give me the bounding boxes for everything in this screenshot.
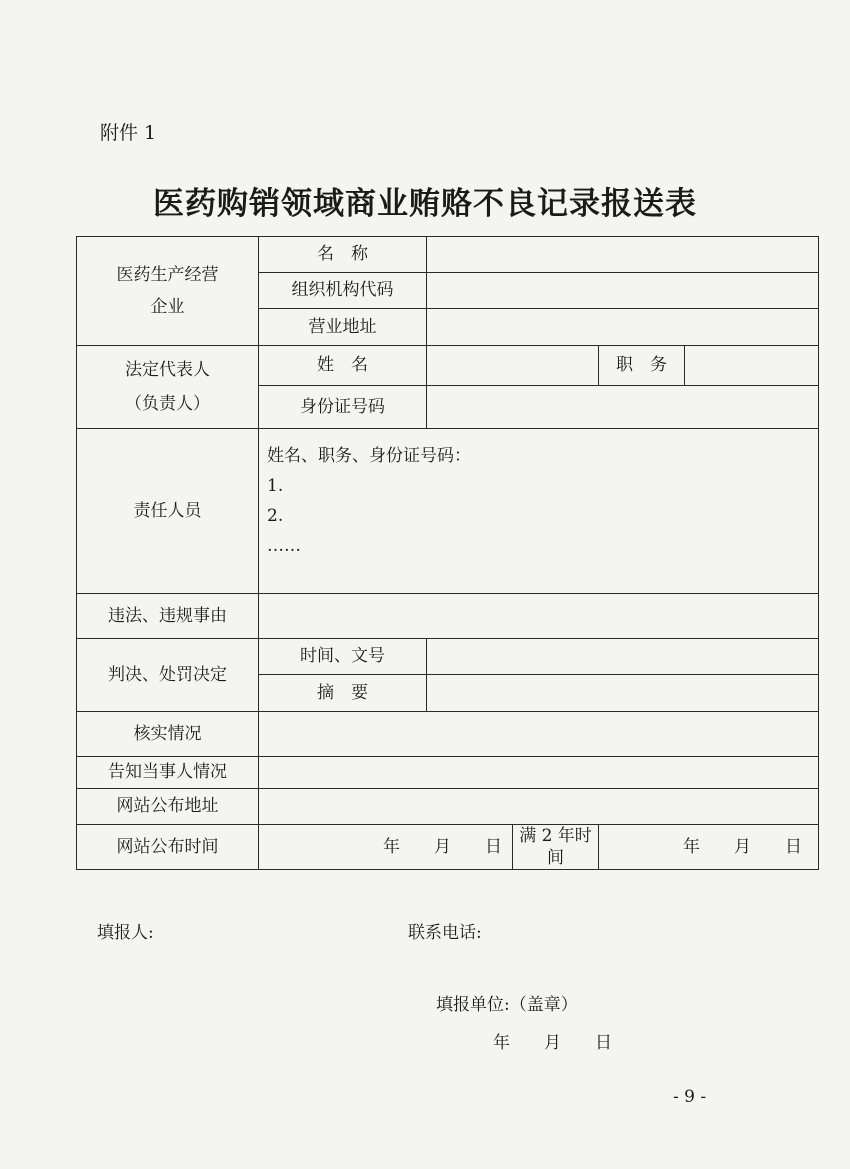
- name-value-cell[interactable]: [427, 237, 819, 273]
- position-label: 职 务: [599, 346, 685, 386]
- enterprise-label-cell: [77, 237, 259, 346]
- id-number-label: 身份证号码: [259, 386, 427, 429]
- publish-date-cell[interactable]: 年 月 日: [259, 825, 513, 870]
- name-label: 名 称: [259, 237, 427, 273]
- org-code-label: 组织机构代码: [259, 273, 427, 309]
- id-number-value-cell[interactable]: [427, 386, 819, 429]
- expire-date-cell[interactable]: 年 月 日: [599, 825, 819, 870]
- address-label: 营业地址: [259, 309, 427, 346]
- sign-date-label: 年 月 日: [493, 1033, 612, 1053]
- responsible-line-1: 1.: [267, 476, 284, 496]
- row-enterprise-name: [77, 237, 819, 273]
- row-website-time: [77, 825, 819, 870]
- unit-label: 填报单位:（盖章）: [436, 995, 578, 1015]
- org-code-value-cell[interactable]: [427, 273, 819, 309]
- website-time-label: 网站公布时间: [77, 825, 259, 870]
- row-responsible: [77, 429, 819, 594]
- phone-label: 联系电话:: [408, 923, 482, 943]
- summary-label: 摘 要: [259, 675, 427, 712]
- summary-value-cell[interactable]: [427, 675, 819, 712]
- row-judgment-time: [77, 639, 819, 675]
- responsible-value-cell[interactable]: [259, 429, 819, 594]
- page-number: - 9 -: [673, 1087, 707, 1107]
- legal-rep-label-line1: 法定代表人: [125, 359, 210, 380]
- responsible-line-2: 2.: [267, 506, 284, 526]
- enterprise-label-line2: 企业: [150, 297, 185, 317]
- website-addr-value-cell[interactable]: [259, 789, 819, 825]
- violation-value-cell[interactable]: [259, 594, 819, 639]
- website-addr-label: 网站公布地址: [77, 789, 259, 825]
- page-title: 医药购销领域商业贿赂不良记录报送表: [153, 186, 697, 222]
- responsible-line-0: 姓名、职务、身份证号码：: [267, 446, 471, 466]
- violation-label: 违法、违规事由: [77, 594, 259, 639]
- attachment-label: 附件 1: [100, 122, 157, 144]
- notify-label: 告知当事人情况: [77, 757, 259, 789]
- address-value-cell[interactable]: [427, 309, 819, 346]
- row-verify: [77, 712, 819, 757]
- verify-value-cell[interactable]: [259, 712, 819, 757]
- person-name-value-cell[interactable]: [427, 346, 599, 386]
- filler-label: 填报人:: [97, 923, 154, 943]
- responsible-label: 责任人员: [77, 429, 259, 594]
- notify-value-cell[interactable]: [259, 757, 819, 789]
- row-website-address: [77, 789, 819, 825]
- legal-rep-label-line2: （负责人）: [125, 394, 210, 414]
- responsible-line-3: ……: [267, 536, 301, 556]
- person-name-label: 姓 名: [259, 346, 427, 386]
- row-violation: [77, 594, 819, 639]
- row-legal-rep-name: [77, 346, 819, 386]
- legal-rep-label-cell: [77, 346, 259, 429]
- position-value-cell[interactable]: [685, 346, 819, 386]
- time-doc-value-cell[interactable]: [427, 639, 819, 675]
- report-form-table: [76, 236, 819, 870]
- judgment-label: 判决、处罚决定: [77, 639, 259, 712]
- enterprise-label-line1: 医药生产经营: [116, 264, 219, 285]
- verify-label: 核实情况: [77, 712, 259, 757]
- full-2year-label: 满 2 年时间: [513, 825, 599, 870]
- time-doc-label: 时间、文号: [259, 639, 427, 675]
- row-notify: [77, 757, 819, 789]
